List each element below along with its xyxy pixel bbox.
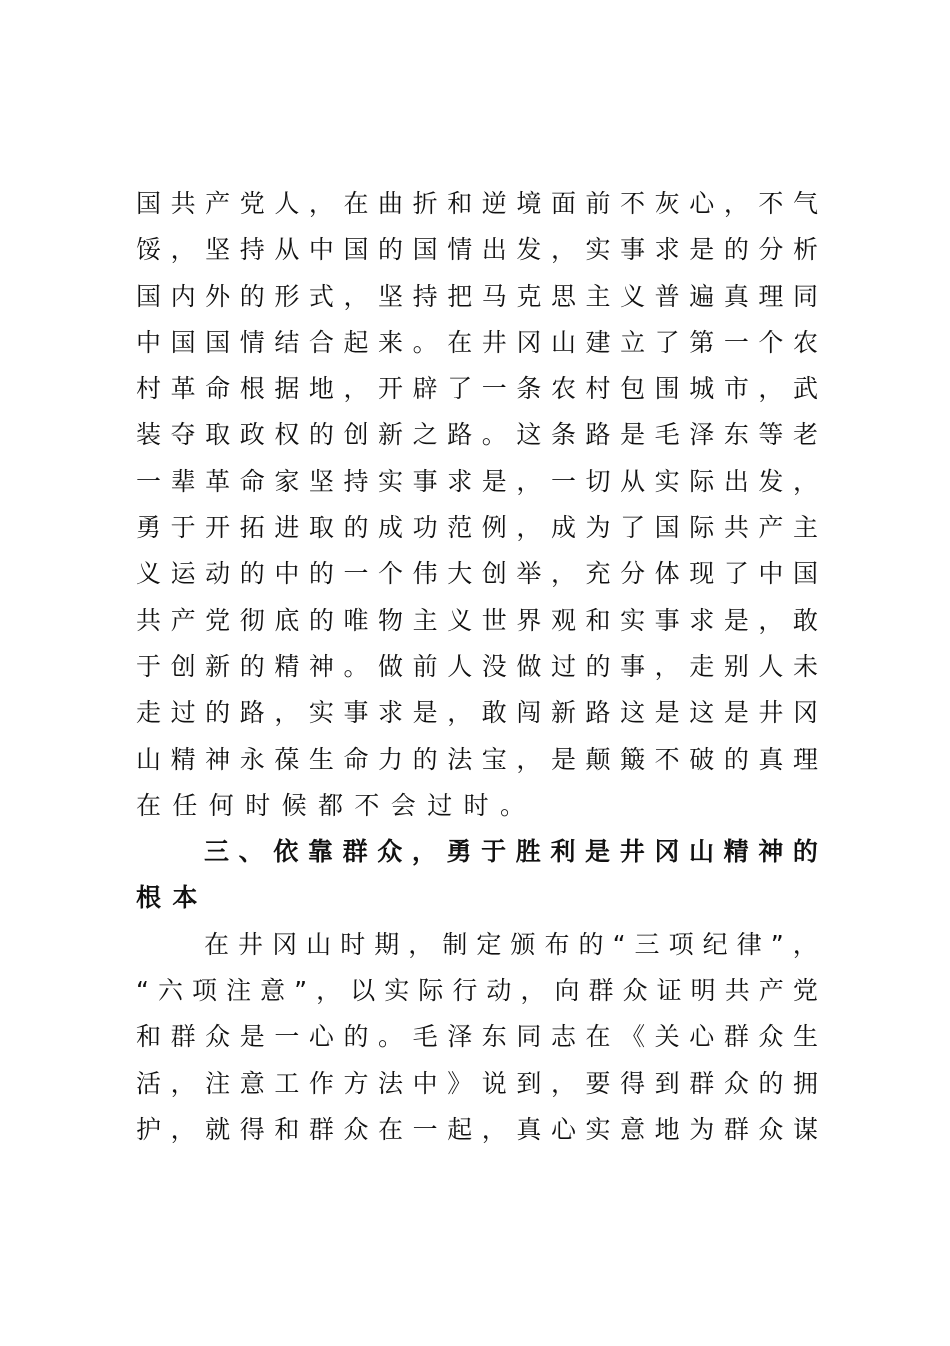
text-line: 一 辈 革 命 家 坚 持 实 事 求 是 ， 一 切 从 实 际 出 发 ， <box>136 466 818 496</box>
text-line: 三 、 依 靠 群 众 ， 勇 于 胜 利 是 井 冈 山 精 神 的 <box>204 837 818 867</box>
text-line: 走 过 的 路 ， 实 事 求 是 ， 敢 闯 新 路 这 是 这 是 井 冈 <box>136 698 818 728</box>
text-line: 于 创 新 的 精 神 。 做 前 人 没 做 过 的 事 ， 走 别 人 未 <box>136 651 818 681</box>
text-line: 山 精 神 永 葆 生 命 力 的 法 宝 ， 是 颠 簸 不 破 的 真 理 <box>136 744 818 774</box>
text-line: 勇 于 开 拓 进 取 的 成 功 范 例 ， 成 为 了 国 际 共 产 主 <box>136 513 818 543</box>
text-line: 在 井 冈 山 时 期 ， 制 定 颁 布 的 “ 三 项 纪 律 ” ， <box>204 929 818 959</box>
document-body <box>136 181 818 1153</box>
text-line: 共 产 党 彻 底 的 唯 物 主 义 世 界 观 和 实 事 求 是 ， 敢 <box>136 605 818 635</box>
text-line: 装 夺 取 政 权 的 创 新 之 路 。 这 条 路 是 毛 泽 东 等 老 <box>136 420 818 450</box>
text-line: 国 内 外 的 形 式 ， 坚 持 把 马 克 思 主 义 普 遍 真 理 同 <box>136 281 818 311</box>
text-line: 馁 ， 坚 持 从 中 国 的 国 情 出 发 ， 实 事 求 是 的 分 析 <box>136 235 818 265</box>
text-line: “ 六 项 注 意 ” ， 以 实 际 行 动 ， 向 群 众 证 明 共 产 党 <box>136 976 818 1006</box>
text-line: 根本 <box>136 883 209 913</box>
text-line: 中 国 国 情 结 合 起 来 。 在 井 冈 山 建 立 了 第 一 个 农 <box>136 327 818 357</box>
text-line: 活 ， 注 意 工 作 方 法 中 》 说 到 ， 要 得 到 群 众 的 拥 <box>136 1068 818 1098</box>
text-line: 国 共 产 党 人 ， 在 曲 折 和 逆 境 面 前 不 灰 心 ， 不 气 <box>136 189 818 218</box>
text-line: 义 运 动 的 中 的 一 个 伟 大 创 举 ， 充 分 体 现 了 中 国 <box>136 559 818 589</box>
text-line: 护 ， 就 得 和 群 众 在 一 起 ， 真 心 实 意 地 为 群 众 谋 <box>136 1114 818 1144</box>
text-line: 村 革 命 根 据 地 ， 开 辟 了 一 条 农 村 包 围 城 市 ， 武 <box>136 374 818 404</box>
text-line: 和 群 众 是 一 心 的 。 毛 泽 东 同 志 在 《 关 心 群 众 生 <box>136 1022 818 1052</box>
text-line: 在任何时候都不会过时。 <box>136 790 537 820</box>
